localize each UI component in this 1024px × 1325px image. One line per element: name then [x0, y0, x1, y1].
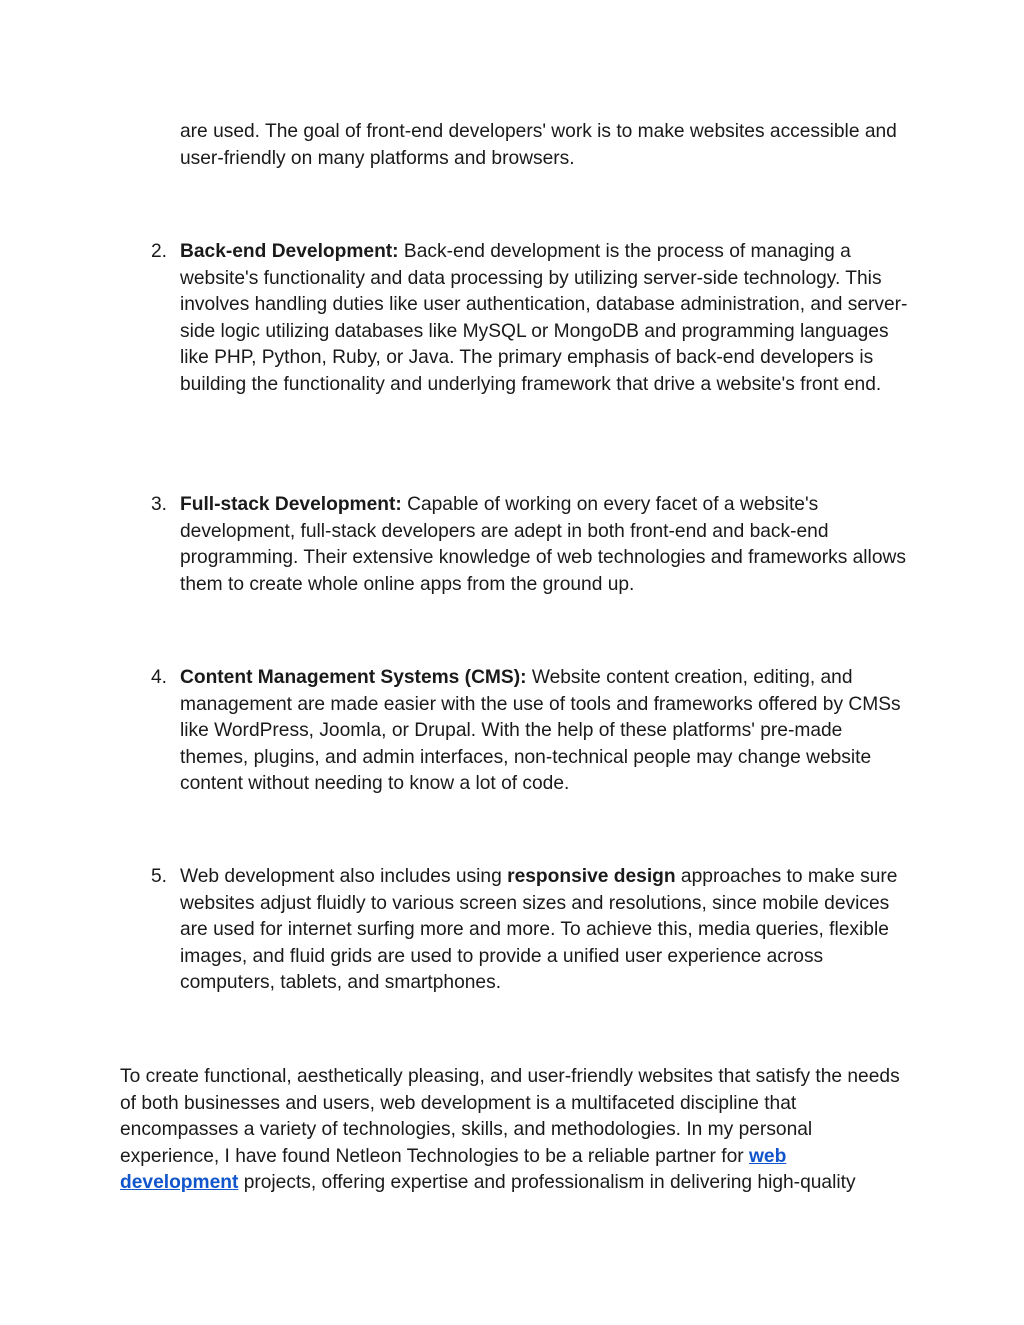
- list-item-heading: Back-end Development:: [180, 241, 399, 262]
- list-item-body: Capable of working on every facet of a website's development, full-stack developers are adept in both front-end and back-end programming. Their extensive knowledge of web technologies and frameworks allows them to create whole online apps from the ground up.: [180, 494, 906, 595]
- list-item-body-start: Web development also includes using: [180, 866, 508, 887]
- web-development-link[interactable]: web development: [120, 1145, 787, 1194]
- list-number: 4.: [151, 667, 168, 688]
- list-item-body-end: approaches to make sure websites adjust fluidly to various screen sizes and resolutions, since mobile devices are used for internet surfing more and more. To achieve this, media queries, flexible images, and fluid grids are used to provide a unified user experience across computers, tablets, and smartphones.: [180, 866, 898, 994]
- list-number: 2.: [151, 241, 168, 262]
- closing-text-end: projects, offering expertise and professionalism in delivering high-quality: [238, 1172, 856, 1194]
- list-item-text: [180, 239, 910, 399]
- list-number: 3.: [151, 494, 168, 515]
- closing-paragraph: [120, 1064, 900, 1197]
- list-item-text: [180, 864, 910, 997]
- list-item-body: Website content creation, editing, and management are made easier with the use of tools and frameworks offered by CMSs like WordPress, Joomla, or Drupal. With the help of these platforms' pre-made themes, plugins, and admin interfaces, non-technical people may change website content without needing to know a lot of code.: [180, 667, 901, 795]
- list-item-text: [180, 492, 910, 598]
- list-item-heading: Content Management Systems (CMS):: [180, 667, 527, 688]
- list-item-emphasis: responsive design: [507, 866, 676, 887]
- list-item-body: Back-end development is the process of managing a website's functionality and data processing by utilizing server-side technology. This involves handling duties like user authentication, database administration, and server-side logic utilizing databases like MySQL or MongoDB and programming languages like PHP, Python, Ruby, or Java. The primary emphasis of back-end developers is building the functionality and underlying framework that drive a website's front end.: [180, 241, 908, 395]
- closing-text-start: To create functional, aesthetically pleasing, and user-friendly websites that satisfy the needs of both businesses and users, web development is a multifaceted discipline that encompasses a variety of technologies, skills, and methodologies. In my personal experience, I have found Netleon Technologies to be a reliable partner for: [120, 1066, 900, 1167]
- continuation-paragraph: are used. The goal of front-end developers' work is to make websites accessible and user-friendly on many platforms and browsers.: [180, 121, 897, 169]
- list-item-heading: Full-stack Development:: [180, 494, 402, 515]
- list-number: 5.: [151, 866, 168, 887]
- list-item-text: [180, 665, 910, 798]
